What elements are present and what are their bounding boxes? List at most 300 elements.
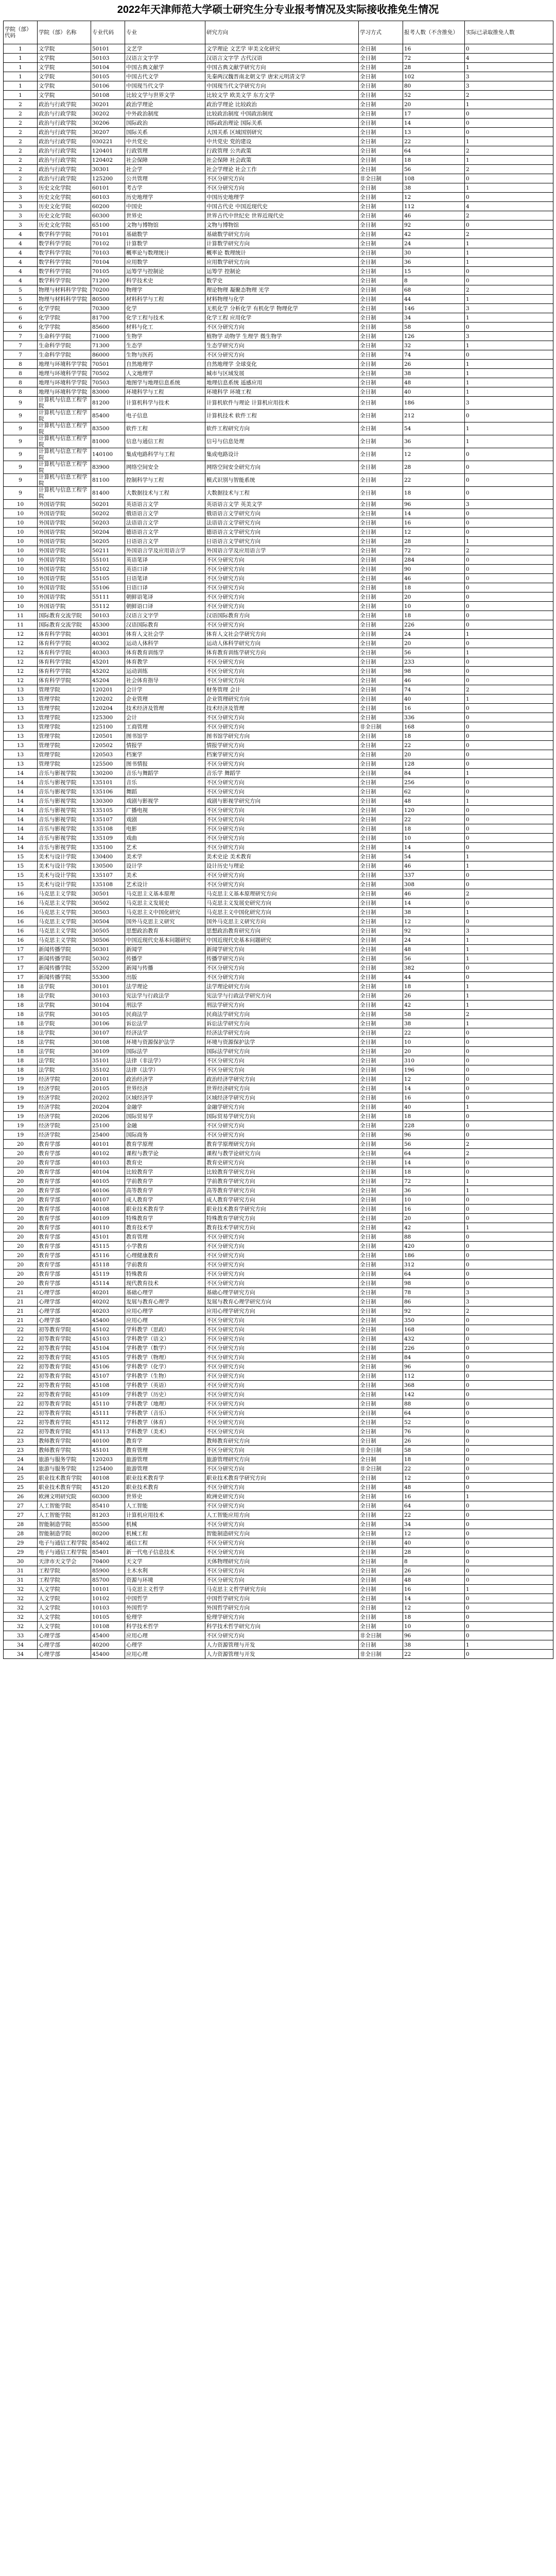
- cell-admitted: 1: [465, 422, 553, 435]
- table-row: [4, 1613, 553, 1622]
- cell-major-code: 70200: [91, 285, 125, 295]
- cell-major: 公共管理: [125, 174, 205, 183]
- cell-research-direction: 汉语言文字学 古代汉语: [205, 54, 359, 63]
- cell-college-name: 初等教育学院: [38, 1399, 91, 1409]
- table-row: [4, 936, 553, 945]
- cell-major: 现代教育技术: [125, 1279, 205, 1288]
- cell-applicants: 18: [403, 487, 465, 500]
- cell-applicants: 72: [403, 1177, 465, 1186]
- cell-applicants: 56: [403, 648, 465, 657]
- cell-applicants: 18: [403, 583, 465, 592]
- cell-major-code: 10103: [91, 1603, 125, 1613]
- cell-college-name: 教育学部: [38, 1158, 91, 1167]
- cell-applicants: 142: [403, 1390, 465, 1399]
- cell-study-mode: 全日制: [359, 1520, 403, 1529]
- cell-applicants: 256: [403, 778, 465, 787]
- cell-admitted: 1: [465, 1186, 553, 1195]
- cell-college-code: 21: [4, 1307, 38, 1316]
- cell-college-name: 外国语学院: [38, 565, 91, 574]
- cell-research-direction: 国外马克思主义研究方向: [205, 917, 359, 926]
- cell-admitted: 0: [465, 1650, 553, 1659]
- cell-applicants: 92: [403, 221, 465, 230]
- cell-college-code: 6: [4, 313, 38, 323]
- cell-applicants: 46: [403, 574, 465, 583]
- table-row: [4, 156, 553, 165]
- cell-major-code: 40302: [91, 639, 125, 648]
- cell-study-mode: 全日制: [359, 156, 403, 165]
- header-study-mode: 学习方式: [359, 21, 403, 44]
- cell-applicants: 38: [403, 369, 465, 378]
- cell-study-mode: 全日制: [359, 592, 403, 602]
- cell-major: 通信工程: [125, 1538, 205, 1548]
- cell-admitted: 0: [465, 592, 553, 602]
- cell-applicants: 18: [403, 1455, 465, 1464]
- cell-major: 体育教学: [125, 657, 205, 667]
- cell-college-name: 经济学院: [38, 1103, 91, 1112]
- cell-research-direction: 不区分研究方向: [205, 1371, 359, 1381]
- cell-study-mode: 全日制: [359, 118, 403, 128]
- cell-college-code: 22: [4, 1325, 38, 1334]
- cell-major: 日语口译: [125, 583, 205, 592]
- cell-major-code: 83500: [91, 422, 125, 435]
- cell-college-code: 22: [4, 1418, 38, 1427]
- cell-college-name: 心理学部: [38, 1307, 91, 1316]
- table-row: [4, 1056, 553, 1065]
- table-row: [4, 285, 553, 295]
- table-row: [4, 787, 553, 796]
- cell-applicants: 12: [403, 1529, 465, 1538]
- cell-major: 会计: [125, 713, 205, 722]
- cell-college-name: 外国语学院: [38, 602, 91, 611]
- cell-college-name: 政治与行政学院: [38, 146, 91, 156]
- cell-admitted: 0: [465, 778, 553, 787]
- cell-research-direction: 不区分研究方向: [205, 880, 359, 889]
- cell-college-code: 22: [4, 1371, 38, 1381]
- cell-major: 职业技术教育: [125, 1483, 205, 1492]
- cell-college-name: 计算机与信息工程学院: [38, 448, 91, 461]
- table-row: [4, 759, 553, 769]
- cell-major-code: 45300: [91, 620, 125, 630]
- cell-college-name: 法学院: [38, 1038, 91, 1047]
- cell-college-name: 法学院: [38, 1010, 91, 1019]
- cell-research-direction: 思想政治教育研究方向: [205, 926, 359, 936]
- cell-admitted: 0: [465, 1371, 553, 1381]
- cell-admitted: 0: [465, 1613, 553, 1622]
- cell-college-code: 1: [4, 91, 38, 100]
- cell-research-direction: 人工智能应用方向: [205, 1511, 359, 1520]
- cell-research-direction: 社会学理论 社会工作: [205, 165, 359, 174]
- cell-admitted: 0: [465, 323, 553, 332]
- cell-major-code: 71300: [91, 341, 125, 350]
- cell-research-direction: 财务管理 会计: [205, 685, 359, 694]
- cell-study-mode: 全日制: [359, 397, 403, 410]
- cell-study-mode: 全日制: [359, 732, 403, 741]
- cell-applicants: 62: [403, 787, 465, 796]
- cell-college-name: 心理学部: [38, 1650, 91, 1659]
- cell-study-mode: 全日制: [359, 880, 403, 889]
- cell-college-code: 12: [4, 676, 38, 685]
- cell-college-name: 教育学部: [38, 1223, 91, 1232]
- cell-research-direction: 不区分研究方向: [205, 973, 359, 982]
- table-row: [4, 1010, 553, 1019]
- cell-college-code: 10: [4, 528, 38, 537]
- cell-study-mode: 全日制: [359, 239, 403, 248]
- table-row: [4, 1223, 553, 1232]
- cell-college-code: 10: [4, 574, 38, 583]
- cell-study-mode: 全日制: [359, 500, 403, 509]
- cell-admitted: 0: [465, 732, 553, 741]
- cell-research-direction: 国际政治理论 国际关系: [205, 118, 359, 128]
- cell-college-code: 27: [4, 1511, 38, 1520]
- table-row: [4, 1288, 553, 1297]
- cell-admitted: 0: [465, 676, 553, 685]
- cell-research-direction: 天体物理研究方向: [205, 1557, 359, 1566]
- cell-college-code: 20: [4, 1251, 38, 1260]
- cell-study-mode: 全日制: [359, 667, 403, 676]
- cell-college-code: 32: [4, 1585, 38, 1594]
- cell-admitted: 0: [465, 1028, 553, 1038]
- cell-admitted: 0: [465, 1557, 553, 1566]
- cell-college-name: 法学院: [38, 1019, 91, 1028]
- table-row: [4, 899, 553, 908]
- cell-college-name: 计算机与信息工程学院: [38, 397, 91, 410]
- cell-research-direction: 信号与信息处理: [205, 435, 359, 448]
- cell-applicants: 64: [403, 146, 465, 156]
- cell-research-direction: 不区分研究方向: [205, 1464, 359, 1473]
- cell-major: 教育学: [125, 1436, 205, 1446]
- cell-admitted: 0: [465, 1167, 553, 1177]
- cell-college-code: 16: [4, 908, 38, 917]
- cell-college-code: 24: [4, 1455, 38, 1464]
- table-row: [4, 174, 553, 183]
- cell-applicants: 226: [403, 620, 465, 630]
- cell-applicants: 22: [403, 1464, 465, 1473]
- table-row: [4, 806, 553, 815]
- cell-research-direction: 不区分研究方向: [205, 843, 359, 852]
- table-row: [4, 81, 553, 91]
- cell-study-mode: 全日制: [359, 72, 403, 81]
- cell-major: 环境与资源保护法学: [125, 1038, 205, 1047]
- cell-college-name: 数学科学学院: [38, 230, 91, 239]
- cell-major-code: 40102: [91, 1149, 125, 1158]
- table-row: [4, 1001, 553, 1010]
- cell-college-code: 7: [4, 332, 38, 341]
- cell-study-mode: 全日制: [359, 1140, 403, 1149]
- cell-applicants: 16: [403, 1585, 465, 1594]
- table-row: [4, 963, 553, 973]
- cell-college-name: 历史文化学院: [38, 183, 91, 193]
- cell-applicants: 48: [403, 945, 465, 954]
- cell-college-code: 32: [4, 1594, 38, 1603]
- table-row: [4, 574, 553, 583]
- cell-college-name: 初等教育学院: [38, 1409, 91, 1418]
- cell-study-mode: 全日制: [359, 926, 403, 936]
- cell-study-mode: 全日制: [359, 1409, 403, 1418]
- table-row: [4, 713, 553, 722]
- cell-admitted: 0: [465, 44, 553, 54]
- cell-college-name: 美术与设计学院: [38, 861, 91, 871]
- cell-college-code: 4: [4, 248, 38, 258]
- cell-applicants: 48: [403, 378, 465, 387]
- cell-major-code: 45120: [91, 1483, 125, 1492]
- cell-study-mode: 全日制: [359, 787, 403, 796]
- table-row: [4, 1093, 553, 1103]
- cell-major-code: 135101: [91, 778, 125, 787]
- cell-study-mode: 全日制: [359, 1640, 403, 1650]
- cell-college-name: 欧洲文明研究院: [38, 1492, 91, 1501]
- cell-college-code: 8: [4, 387, 38, 397]
- cell-applicants: 226: [403, 1344, 465, 1353]
- cell-college-code: 28: [4, 1529, 38, 1538]
- cell-study-mode: 全日制: [359, 685, 403, 694]
- cell-college-name: 马克思主义学院: [38, 917, 91, 926]
- cell-college-name: 体育科学学院: [38, 657, 91, 667]
- cell-major-code: 55102: [91, 565, 125, 574]
- cell-study-mode: 非全日制: [359, 1650, 403, 1659]
- cell-college-code: 12: [4, 639, 38, 648]
- table-row: [4, 1371, 553, 1381]
- cell-research-direction: 地理信息系统 遥感应用: [205, 378, 359, 387]
- cell-college-name: 初等教育学院: [38, 1325, 91, 1334]
- cell-admitted: 2: [465, 91, 553, 100]
- cell-college-name: 数学科学学院: [38, 267, 91, 276]
- cell-research-direction: 不区分研究方向: [205, 174, 359, 183]
- cell-major-code: 81203: [91, 1511, 125, 1520]
- table-row: [4, 732, 553, 741]
- cell-major: 特殊教育: [125, 1269, 205, 1279]
- cell-research-direction: 理论物理 凝聚态物理 光学: [205, 285, 359, 295]
- cell-study-mode: 全日制: [359, 1548, 403, 1557]
- cell-college-name: 初等教育学院: [38, 1362, 91, 1371]
- cell-applicants: 52: [403, 1418, 465, 1427]
- cell-major: 控制科学与工程: [125, 474, 205, 487]
- cell-major: 集成电路科学与工程: [125, 448, 205, 461]
- cell-applicants: 196: [403, 1065, 465, 1075]
- cell-applicants: 284: [403, 555, 465, 565]
- table-row: [4, 378, 553, 387]
- cell-college-code: 20: [4, 1195, 38, 1205]
- cell-college-name: 体育科学学院: [38, 667, 91, 676]
- cell-college-code: 25: [4, 1483, 38, 1492]
- cell-college-name: 电子与通信工程学院: [38, 1548, 91, 1557]
- cell-study-mode: 全日制: [359, 1455, 403, 1464]
- cell-major: 成人教育学: [125, 1195, 205, 1205]
- cell-admitted: 0: [465, 1529, 553, 1538]
- cell-research-direction: 不区分研究方向: [205, 1409, 359, 1418]
- cell-applicants: 16: [403, 44, 465, 54]
- cell-study-mode: 非全日制: [359, 1446, 403, 1455]
- cell-college-code: 25: [4, 1473, 38, 1483]
- cell-applicants: 24: [403, 239, 465, 248]
- page-title: 2022年天津师范大学硕士研究生分专业报考情况及实际接收推免生情况: [117, 4, 439, 15]
- cell-research-direction: 新闻学研究方向: [205, 945, 359, 954]
- table-row: [4, 1436, 553, 1446]
- cell-applicants: 72: [403, 54, 465, 63]
- cell-applicants: 12: [403, 528, 465, 537]
- cell-admitted: 0: [465, 1390, 553, 1399]
- cell-applicants: 312: [403, 1260, 465, 1269]
- cell-major-code: 70503: [91, 378, 125, 387]
- table-row: [4, 722, 553, 732]
- cell-admitted: 0: [465, 1381, 553, 1390]
- cell-study-mode: 全日制: [359, 1251, 403, 1260]
- cell-college-name: 音乐与影视学院: [38, 787, 91, 796]
- cell-research-direction: 不区分研究方向: [205, 574, 359, 583]
- cell-applicants: 56: [403, 954, 465, 963]
- cell-major-code: 50104: [91, 63, 125, 72]
- cell-major-code: 50301: [91, 945, 125, 954]
- cell-college-name: 教育学部: [38, 1186, 91, 1195]
- cell-applicants: 44: [403, 295, 465, 304]
- cell-applicants: 16: [403, 518, 465, 528]
- cell-college-name: 政治与行政学院: [38, 174, 91, 183]
- cell-research-direction: 不区分研究方向: [205, 1232, 359, 1242]
- cell-study-mode: 全日制: [359, 1223, 403, 1232]
- cell-college-code: 13: [4, 732, 38, 741]
- table-row: [4, 91, 553, 100]
- cell-major-code: 120503: [91, 750, 125, 759]
- cell-applicants: 14: [403, 899, 465, 908]
- cell-college-code: 12: [4, 648, 38, 657]
- cell-admitted: 0: [465, 1362, 553, 1371]
- cell-major-code: 70103: [91, 248, 125, 258]
- cell-college-name: 体育科学学院: [38, 639, 91, 648]
- cell-college-code: 29: [4, 1538, 38, 1548]
- cell-study-mode: 全日制: [359, 1028, 403, 1038]
- table-row: [4, 834, 553, 843]
- cell-college-name: 国际教育交流学院: [38, 611, 91, 620]
- cell-major-code: 50202: [91, 509, 125, 518]
- cell-college-name: 法学院: [38, 1065, 91, 1075]
- cell-study-mode: 全日制: [359, 889, 403, 899]
- cell-major: 行政管理: [125, 146, 205, 156]
- cell-applicants: 46: [403, 211, 465, 221]
- header-research-direction: 研究方向: [205, 21, 359, 44]
- cell-major: 朝鲜语口译: [125, 602, 205, 611]
- cell-research-direction: 不区分研究方向: [205, 1390, 359, 1399]
- cell-major-code: 20206: [91, 1112, 125, 1121]
- cell-applicants: 128: [403, 759, 465, 769]
- cell-applicants: 8: [403, 276, 465, 285]
- table-row: [4, 1242, 553, 1251]
- cell-study-mode: 全日制: [359, 63, 403, 72]
- cell-applicants: 368: [403, 1381, 465, 1390]
- cell-major-code: 70300: [91, 304, 125, 313]
- cell-research-direction: 企业管理研究方向: [205, 694, 359, 704]
- cell-college-name: 马克思主义学院: [38, 936, 91, 945]
- cell-college-name: 新闻传播学院: [38, 973, 91, 982]
- cell-major: 学科教学（美术）: [125, 1427, 205, 1436]
- cell-major-code: 55300: [91, 973, 125, 982]
- cell-admitted: 0: [465, 843, 553, 852]
- cell-major: 运动训练: [125, 667, 205, 676]
- cell-college-code: 1: [4, 81, 38, 91]
- cell-research-direction: 不区分研究方向: [205, 963, 359, 973]
- cell-college-name: 历史文化学院: [38, 193, 91, 202]
- cell-college-name: 马克思主义学院: [38, 908, 91, 917]
- cell-college-name: 工程学院: [38, 1566, 91, 1575]
- cell-college-name: 计算机与信息工程学院: [38, 410, 91, 422]
- cell-college-code: 3: [4, 183, 38, 193]
- cell-major-code: 130300: [91, 796, 125, 806]
- cell-major-code: 130200: [91, 769, 125, 778]
- cell-research-direction: 运动人体科学研究方向: [205, 639, 359, 648]
- cell-research-direction: 设计历史与理论: [205, 861, 359, 871]
- cell-major: 新闻与传播: [125, 963, 205, 973]
- cell-study-mode: 全日制: [359, 611, 403, 620]
- cell-research-direction: 人力资源管理与开发: [205, 1650, 359, 1659]
- cell-major-code: 40100: [91, 1436, 125, 1446]
- cell-research-direction: 比较教育学研究方向: [205, 1167, 359, 1177]
- cell-major-code: 50106: [91, 81, 125, 91]
- cell-major: 历史地理学: [125, 193, 205, 202]
- cell-admitted: 0: [465, 713, 553, 722]
- cell-study-mode: 全日制: [359, 1001, 403, 1010]
- table-row: [4, 1260, 553, 1269]
- cell-college-name: 体育科学学院: [38, 630, 91, 639]
- cell-major: 民商法学: [125, 1010, 205, 1019]
- cell-research-direction: 不区分研究方向: [205, 759, 359, 769]
- cell-major-code: 125300: [91, 713, 125, 722]
- cell-major-code: 120401: [91, 146, 125, 156]
- cell-college-name: 音乐与影视学院: [38, 834, 91, 843]
- cell-college-name: 体育科学学院: [38, 676, 91, 685]
- cell-major: 图书馆学: [125, 732, 205, 741]
- cell-study-mode: 非全日制: [359, 1464, 403, 1473]
- cell-applicants: 28: [403, 1548, 465, 1557]
- cell-study-mode: 全日制: [359, 908, 403, 917]
- cell-research-direction: 职业技术教育学研究方向: [205, 1473, 359, 1483]
- cell-study-mode: 全日制: [359, 1575, 403, 1585]
- cell-applicants: 168: [403, 1325, 465, 1334]
- cell-research-direction: 智能制造研究方向: [205, 1529, 359, 1538]
- cell-research-direction: 情报学研究方向: [205, 741, 359, 750]
- cell-college-name: 美术与设计学院: [38, 880, 91, 889]
- cell-college-code: 20: [4, 1186, 38, 1195]
- cell-admitted: 2: [465, 1149, 553, 1158]
- cell-major: 马克思主义基本原理: [125, 889, 205, 899]
- cell-research-direction: 不区分研究方向: [205, 1381, 359, 1390]
- table-row: [4, 1149, 553, 1158]
- cell-college-code: 2: [4, 137, 38, 146]
- table-row: [4, 1316, 553, 1325]
- cell-college-code: 5: [4, 295, 38, 304]
- cell-college-name: 政治与行政学院: [38, 156, 91, 165]
- cell-admitted: 2: [465, 230, 553, 239]
- cell-college-code: 13: [4, 759, 38, 769]
- cell-study-mode: 全日制: [359, 448, 403, 461]
- cell-college-code: 19: [4, 1121, 38, 1130]
- cell-college-code: 20: [4, 1232, 38, 1242]
- cell-research-direction: 植物学 动物学 生理学 微生物学: [205, 332, 359, 341]
- cell-college-name: 管理学院: [38, 741, 91, 750]
- cell-college-code: 23: [4, 1446, 38, 1455]
- cell-research-direction: 世界经济研究方向: [205, 1084, 359, 1093]
- cell-college-name: 经济学院: [38, 1130, 91, 1140]
- cell-college-code: 2: [4, 165, 38, 174]
- cell-major: 中国现当代文学: [125, 81, 205, 91]
- cell-research-direction: 不区分研究方向: [205, 1279, 359, 1288]
- cell-college-name: 管理学院: [38, 704, 91, 713]
- cell-major: 美术学: [125, 852, 205, 861]
- cell-major: 图书情报: [125, 759, 205, 769]
- cell-college-name: 心理学部: [38, 1297, 91, 1307]
- cell-study-mode: 全日制: [359, 1279, 403, 1288]
- cell-admitted: 2: [465, 211, 553, 221]
- cell-college-code: 18: [4, 1056, 38, 1065]
- cell-major-code: 40104: [91, 1167, 125, 1177]
- cell-college-name: 教育学部: [38, 1195, 91, 1205]
